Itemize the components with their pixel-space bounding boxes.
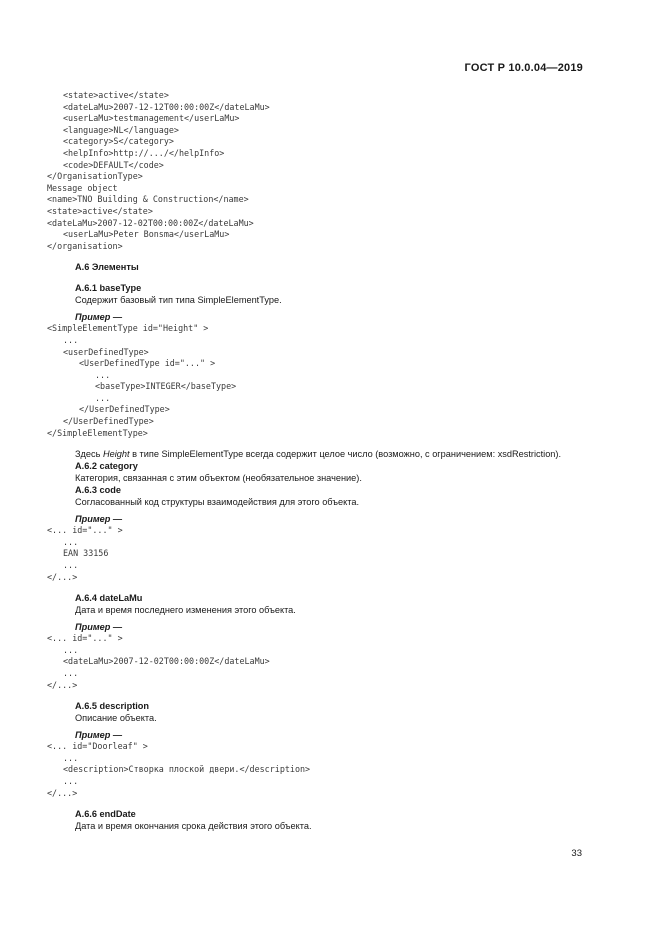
- section-text-a62: Категория, связанная с этим объектом (необязательное значение).: [75, 473, 362, 484]
- code-line: ...: [63, 536, 79, 547]
- code-line: ...: [63, 644, 79, 655]
- code-line: <code>DEFAULT</code>: [63, 159, 164, 170]
- section-text-a66: Дата и время окончания срока действия этого объекта.: [75, 821, 312, 832]
- section-heading-a66: A.6.6 endDate: [75, 809, 136, 820]
- code-line: </...>: [47, 571, 78, 582]
- xml-example-datelamu: [47, 633, 583, 691]
- code-line: ...: [63, 334, 79, 345]
- xml-example-code: [47, 525, 583, 583]
- code-line: ...: [63, 775, 79, 786]
- page-content: [47, 90, 583, 832]
- page-number: 33: [571, 848, 582, 859]
- code-line: </...>: [47, 679, 78, 690]
- code-line: <... id="..." >: [47, 633, 123, 644]
- code-line: <category>S</category>: [63, 136, 174, 147]
- code-line: <name>TNO Building & Construction</name>: [47, 194, 249, 205]
- section-heading-a64: A.6.4 dateLaMu: [75, 593, 143, 604]
- code-line: <... id="..." >: [47, 525, 123, 536]
- section-text-a63: Согласованный код структуры взаимодействия для этого объекта.: [75, 497, 359, 508]
- section-heading-a63: A.6.3 code: [75, 485, 121, 496]
- xml-example-description: [47, 741, 583, 799]
- section-text-a65: Описание объекта.: [75, 713, 157, 724]
- code-line: ...: [95, 369, 111, 380]
- example-label: Пример —: [75, 622, 123, 633]
- code-line: <description>Створка плоской двери.</description>: [63, 764, 311, 775]
- example-label: Пример —: [75, 730, 123, 741]
- code-line: <userDefinedType>: [63, 346, 149, 357]
- code-line: </organisation>: [47, 240, 123, 251]
- code-line: <dateLaMu>2007-12-12T00:00:00Z</dateLaMu>: [63, 101, 270, 112]
- xml-example-basetype: [47, 323, 583, 439]
- example-label: Пример —: [75, 312, 123, 323]
- code-line: <state>active</state>: [47, 205, 153, 216]
- section-heading-a62: A.6.2 category: [75, 461, 138, 472]
- code-line: ...: [95, 392, 111, 403]
- xml-example-organisation: [47, 90, 583, 252]
- para-text: Здесь: [75, 449, 103, 460]
- section-text-a64: Дата и время последнего изменения этого объекта.: [75, 605, 296, 616]
- section-text-a61: Содержит базовый тип типа SimpleElementType.: [75, 295, 282, 306]
- code-line: ...: [63, 560, 79, 571]
- code-line: EAN 33156: [63, 548, 109, 559]
- section-heading-a6: A.6 Элементы: [75, 262, 139, 273]
- para-emphasis: Height: [102, 449, 130, 460]
- code-line: <state>active</state>: [63, 90, 169, 100]
- code-line: </SimpleElementType>: [47, 427, 148, 438]
- code-line: </...>: [47, 787, 78, 798]
- code-line: <dateLaMu>2007-12-02T00:00:00Z</dateLaMu>: [47, 217, 254, 228]
- example-label: Пример —: [75, 514, 123, 525]
- code-line: <dateLaMu>2007-12-02T00:00:00Z</dateLaMu>: [63, 656, 270, 667]
- code-line: Message object: [47, 182, 118, 193]
- standard-header: ГОСТ Р 10.0.04—2019: [464, 62, 583, 74]
- code-line: </UserDefinedType>: [63, 416, 154, 427]
- code-line: <language>NL</language>: [63, 124, 179, 135]
- code-line: <... id="Doorleaf" >: [47, 741, 148, 752]
- code-line: <helpInfo>http://.../</helpInfo>: [63, 147, 225, 158]
- code-line: </UserDefinedType>: [79, 404, 170, 415]
- para-text: в типе SimpleElementType всегда содержит целое число (возможно, с ограничением: xsdRestriction).: [129, 449, 562, 460]
- explanation-paragraph: [47, 448, 583, 460]
- code-line: ...: [63, 668, 79, 678]
- code-line: <userLaMu>testmanagement</userLaMu>: [63, 113, 240, 124]
- code-line: ...: [63, 752, 79, 763]
- code-line: <userLaMu>Peter Bonsma</userLaMu>: [63, 229, 230, 240]
- code-line: </OrganisationType>: [47, 171, 143, 182]
- code-line: <baseType>INTEGER</baseType>: [95, 381, 237, 392]
- section-heading-a65: A.6.5 description: [75, 701, 150, 712]
- code-line: <SimpleElementType id="Height" >: [47, 323, 209, 334]
- code-line: <UserDefinedType id="..." >: [79, 358, 216, 369]
- section-heading-a61: A.6.1 baseType: [75, 283, 142, 294]
